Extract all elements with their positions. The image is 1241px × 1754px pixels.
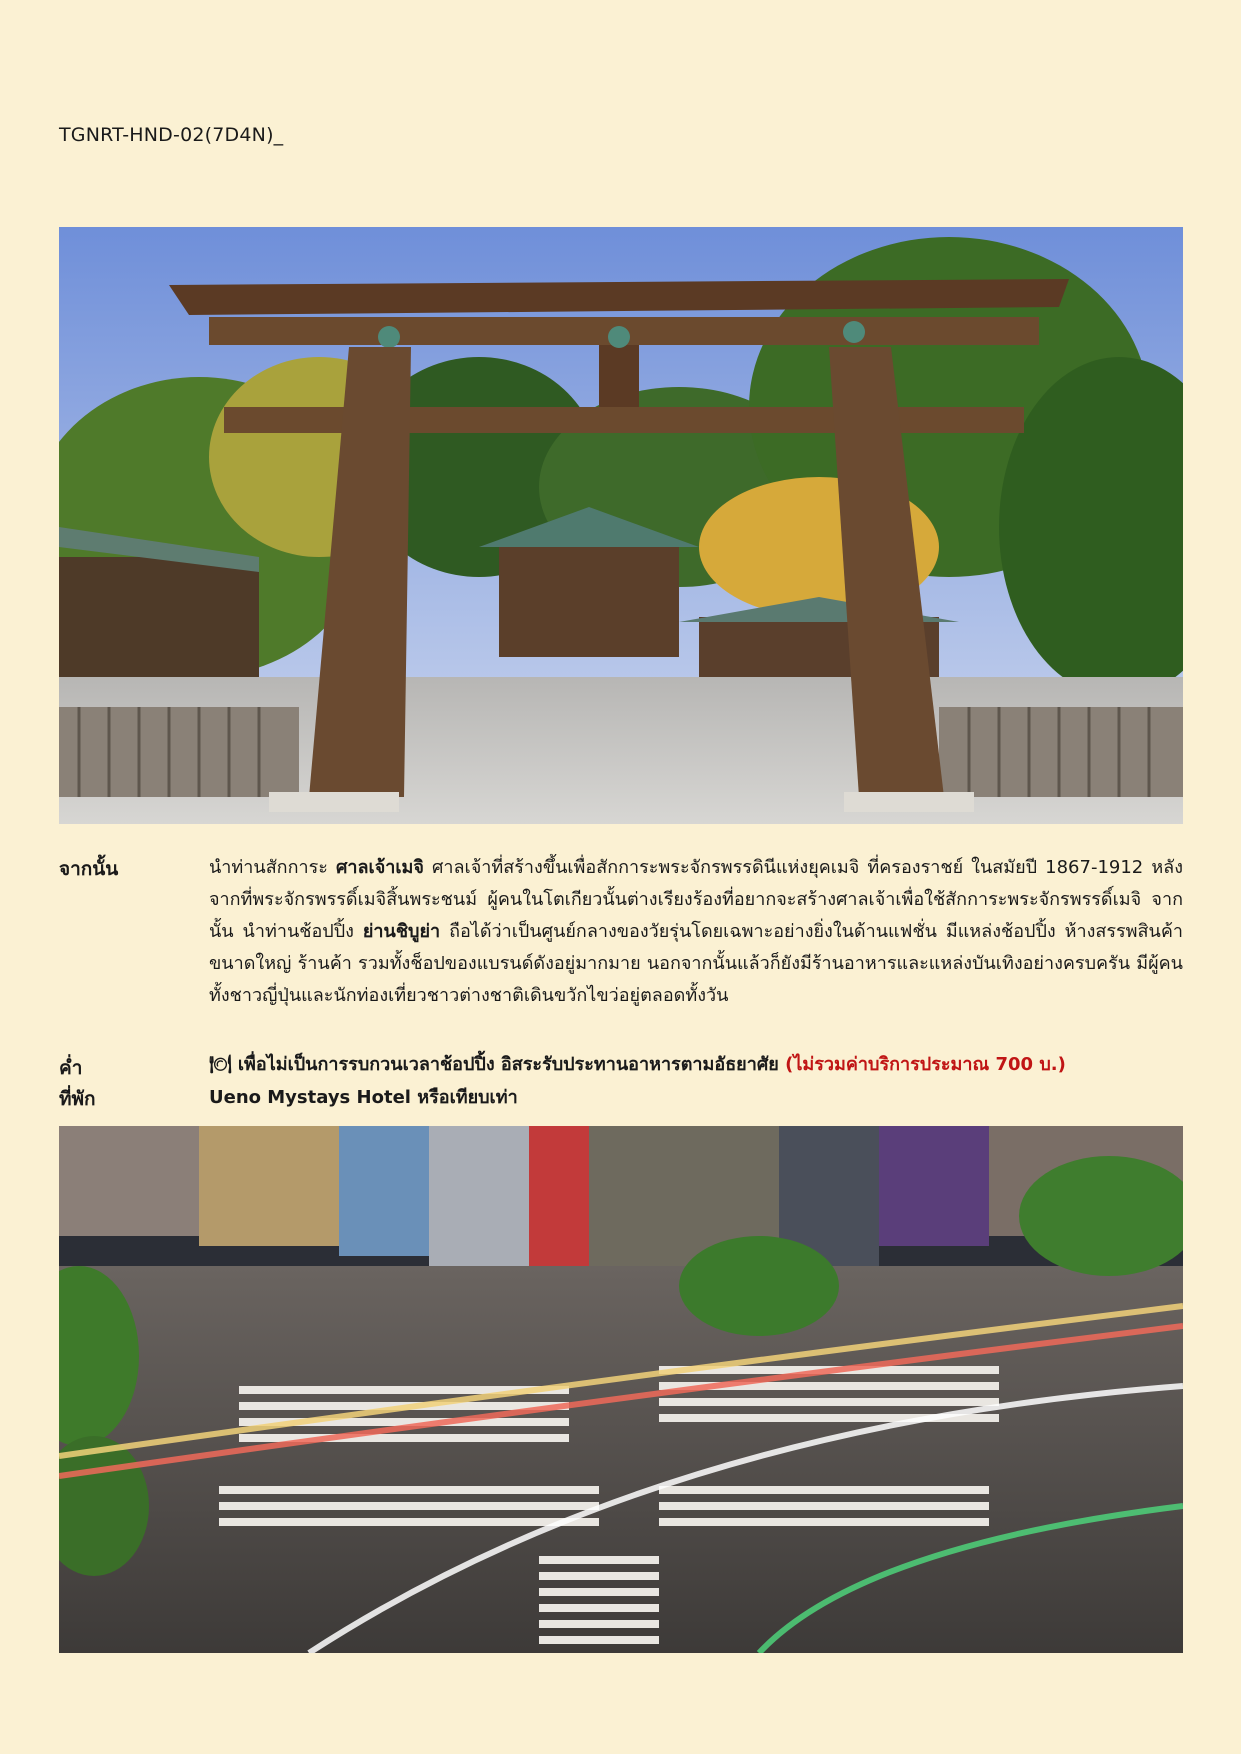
dinner-label: ค่ำ <box>59 1057 83 1079</box>
shibuya-crossing-photo <box>59 1126 1183 1653</box>
meiji-shrine-name: ศาลเจ้าเมจิ <box>335 857 424 878</box>
paragraph-text-2: ศาลเจ้าที่สร้างขึ้นเพื่อสักการะพระจักรพรรดินีแห่งยุคเมจิ ที่ครองราชย์ ในสมัยปี 1867-1912 หลังจากที่พระจักรพรรดิ์เมจิสิ้นพระชนม์ ผู้คนในโตเกียวนั้นต่างเรียงร้องที่อยากจะสร้างศาลเจ้าเพื่อใช้สักการะพระจักรพรรดิ์เมจิ จากนั้น นำท่านช้อปปิ้ง <box>209 857 1184 942</box>
hotel-label: ที่พัก <box>59 1088 96 1110</box>
document-code: TGNRT-HND-02(7D4N)_ <box>59 124 284 146</box>
after-label: จากนั้น <box>59 858 119 880</box>
paragraph-text-1: นำท่านสักการะ <box>209 857 336 878</box>
meal-icon: 🍽 <box>209 1054 232 1075</box>
dinner-text: เพื่อไม่เป็นการรบกวนเวลาช้อปปิ้ง อิสระรับประทานอาหารตามอัธยาศัย <box>237 1054 779 1075</box>
shibuya-name: ย่านชิบูย่า <box>362 921 441 942</box>
itinerary-paragraph <box>209 852 1183 1012</box>
meiji-shrine-photo <box>59 227 1183 824</box>
dinner-line <box>209 1049 1183 1081</box>
dinner-note: (ไม่รวมค่าบริการประมาณ 700 บ.) <box>785 1054 1066 1075</box>
hotel-text: Ueno Mystays Hotel หรือเทียบเท่า <box>209 1087 518 1108</box>
paragraph-text-3: ถือได้ว่าเป็นศูนย์กลางของวัยรุ่นโดยเฉพาะอย่างยิ่งในด้านแฟชั่น มีแหล่งช้อปปิ้ง ห้างสรรพสินค้าขนาดใหญ่ ร้านค้า รวมทั้งช็อปของแบรนด์ดังอยู่มากมาย นอกจากนั้นแล้วก็ยังมีร้านอาหารและแหล่งบันเทิงอย่างครบครัน มีผู้คนทั้งชาวญี่ปุ่นและนักท่องเที่ยวชาวต่างชาติเดินขวักไขว่อยู่ตลอดทั้งวัน <box>209 921 1183 1006</box>
